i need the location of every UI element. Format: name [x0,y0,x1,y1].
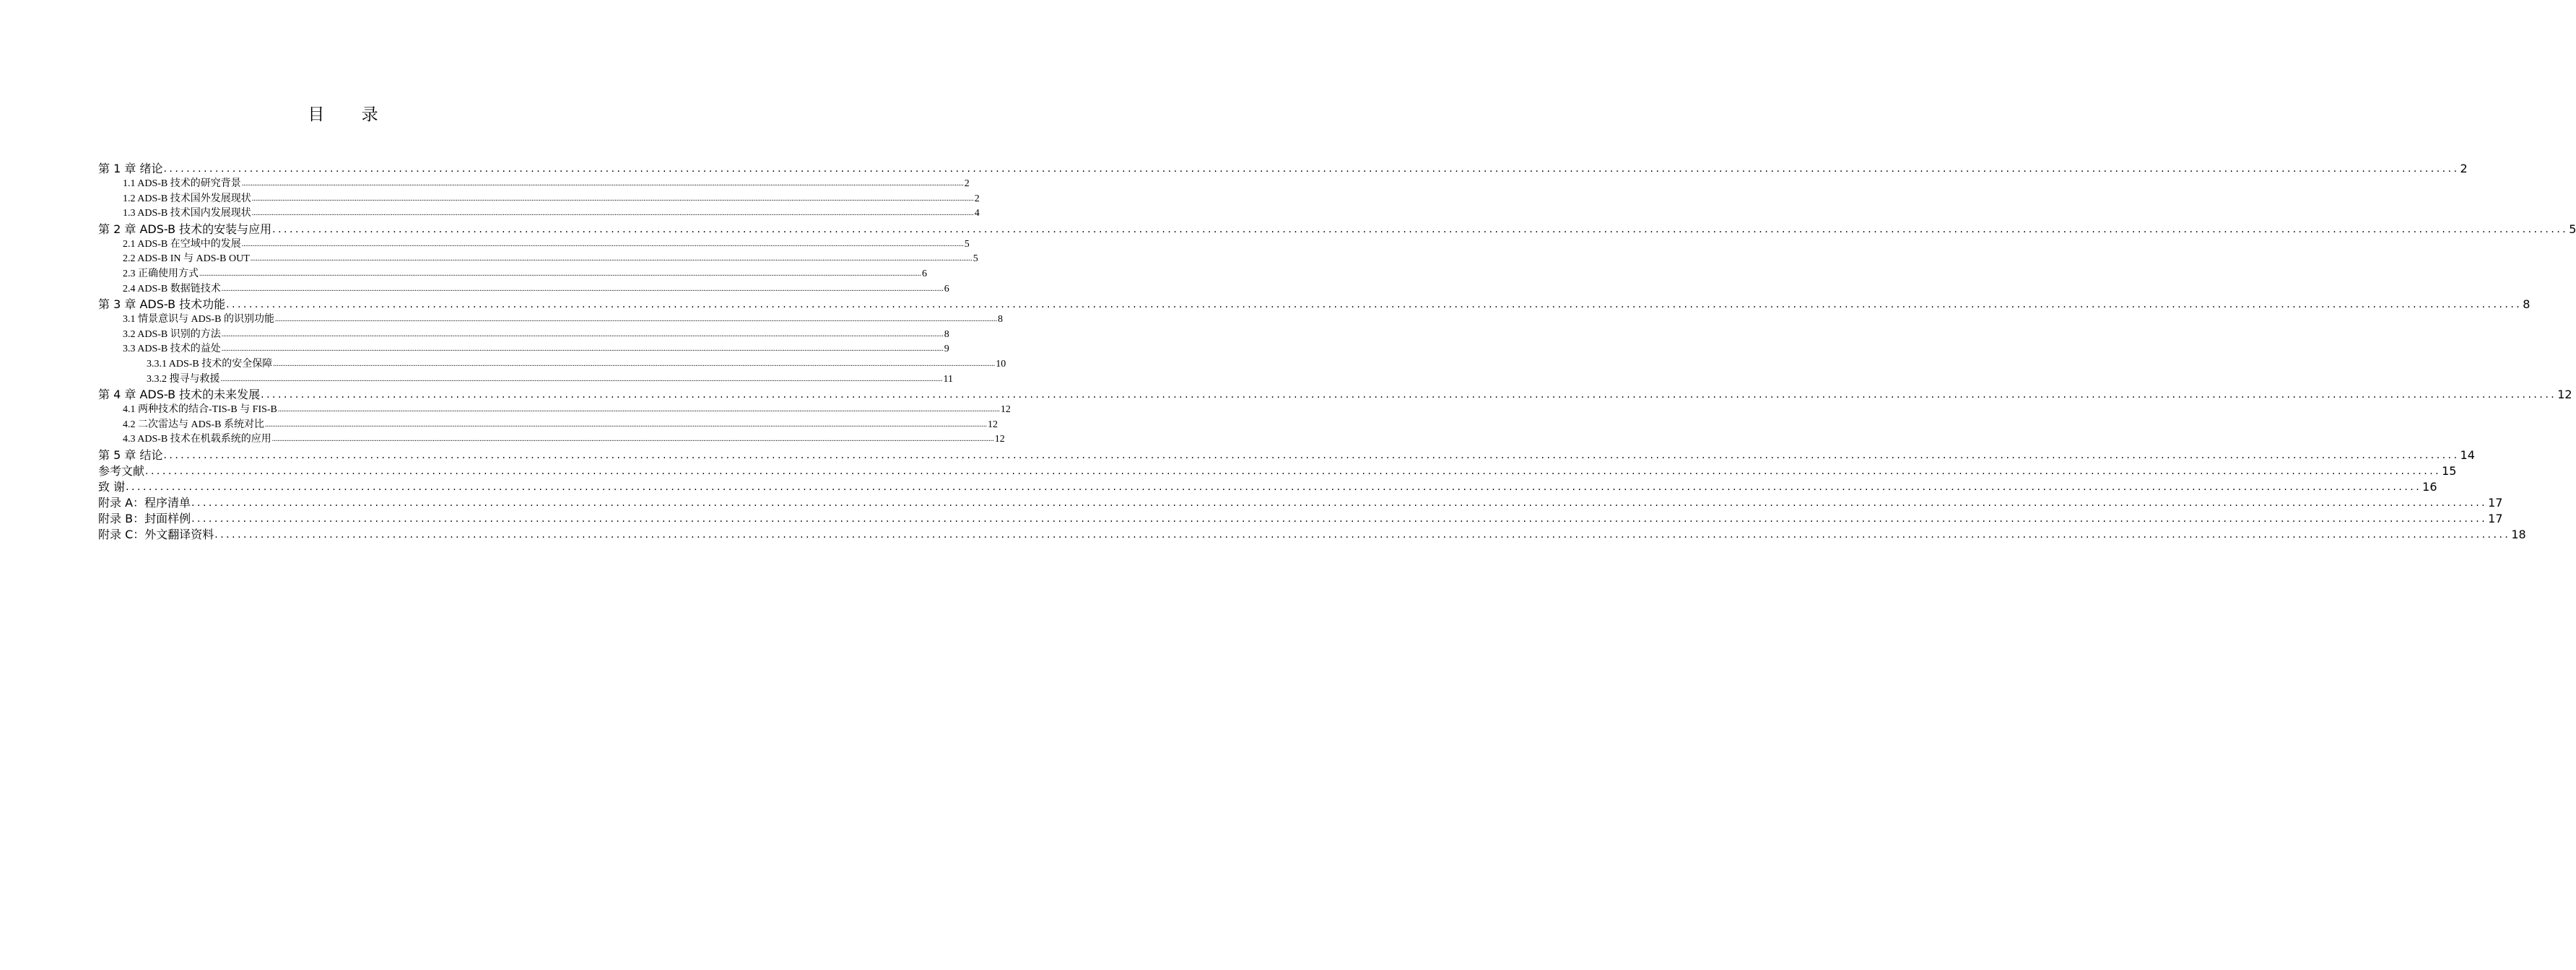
toc-section-entry[interactable] [98,177,970,192]
toc-dot-leader: ................................................................................................................................................................................................................................................................................................................................................................................................................ [226,299,2523,311]
toc-page-number: 12 [994,434,1005,445]
toc-dot-leader: ................................................................................................................................................................................................................................................................................................................................................................................................................ [220,375,943,383]
toc-page-number: 5 [2569,222,2576,236]
toc-page-number: 6 [944,283,949,294]
toc-page-number: 5 [964,238,970,250]
toc-dot-leader: ................................................................................................................................................................................................................................................................................................................................................................................................................ [261,389,2557,401]
toc-chapter-entry[interactable] [98,161,2468,177]
toc-entry-label: 2.4 ADS-B 数据链技术 [123,283,221,294]
toc-entry-label: 3.3.2 搜寻与救援 [147,373,220,385]
toc-dot-leader: ................................................................................................................................................................................................................................................................................................................................................................................................................ [272,223,2569,235]
toc-page-number: 14 [2460,447,2475,462]
toc-section-entry[interactable] [98,237,970,253]
toc-dot-leader: ................................................................................................................................................................................................................................................................................................................................................................................................................ [221,345,944,354]
toc-chapter-entry[interactable] [98,511,2503,527]
toc-dot-leader: ................................................................................................................................................................................................................................................................................................................................................................................................................ [191,497,2488,509]
toc-dot-leader: ................................................................................................................................................................................................................................................................................................................................................................................................................ [221,330,944,338]
toc-page-number: 5 [972,253,978,265]
toc-subsection-entry[interactable] [98,357,1006,372]
toc-chapter-entry[interactable] [98,527,2526,543]
toc-section-entry[interactable] [98,328,949,343]
toc-dot-leader: ................................................................................................................................................................................................................................................................................................................................................................................................................ [163,449,2460,461]
toc-page-number: 2 [2460,162,2468,175]
toc-dot-leader: ................................................................................................................................................................................................................................................................................................................................................................................................................ [251,209,974,218]
toc-section-entry[interactable] [98,313,1004,328]
toc-page-number: 4 [974,208,980,219]
toc-entry-label: 第 4 章 ADS-B 技术的未来发展 [98,388,261,402]
toc-dot-leader: ................................................................................................................................................................................................................................................................................................................................................................................................................ [273,359,996,368]
toc-chapter-entry[interactable] [98,495,2503,511]
toc-section-entry[interactable] [98,418,998,433]
toc-page-number: 11 [943,373,953,385]
toc-entry-label: 3.2 ADS-B 识别的方法 [123,328,221,340]
toc-entry-label: 第 5 章 结论 [98,447,163,462]
toc-entry-label: 1.3 ADS-B 技术国内发展现状 [123,208,251,219]
toc-dot-leader: ................................................................................................................................................................................................................................................................................................................................................................................................................ [265,420,988,429]
toc-entry-label: 2.2 ADS-B IN 与 ADS-B OUT [123,253,250,265]
toc-page-number: 9 [944,344,949,355]
toc-entry-label: 参考文献 [98,463,145,478]
toc-subsection-entry[interactable] [98,372,953,388]
toc-entry-label: 3.3 ADS-B 技术的益处 [123,344,221,355]
toc-chapter-entry[interactable] [98,297,2531,313]
toc-dot-leader: ................................................................................................................................................................................................................................................................................................................................................................................................................ [163,163,2460,175]
toc-page-number: 2 [964,178,970,189]
toc-page-number: 15 [2442,463,2457,478]
toc-dot-leader: ................................................................................................................................................................................................................................................................................................................................................................................................................ [251,194,974,203]
toc-entry-label: 1.1 ADS-B 技术的研究背景 [123,178,241,189]
toc-chapter-entry[interactable] [98,463,2457,479]
toc-page-number: 8 [944,328,949,340]
toc-entry-label: 1.2 ADS-B 技术国外发展现状 [123,193,251,204]
toc-page-number: 6 [922,268,927,279]
toc-page-number: 16 [2422,479,2437,494]
toc-dot-leader: ................................................................................................................................................................................................................................................................................................................................................................................................................ [126,481,2422,493]
toc-page-number: 17 [2488,495,2503,510]
toc-entry-label: 3.1 情景意识与 ADS-B 的识别功能 [123,314,275,325]
table-of-contents [98,161,2576,543]
toc-dot-leader: ................................................................................................................................................................................................................................................................................................................................................................................................................ [275,315,998,324]
toc-page-number: 17 [2488,511,2503,525]
toc-page-number: 12 [1000,404,1011,416]
toc-entry-label: 2.3 正确使用方式 [123,268,199,279]
toc-page-number: 2 [974,193,980,204]
toc-chapter-entry[interactable] [98,479,2437,495]
toc-page-number: 18 [2511,527,2526,541]
toc-entry-label: 4.1 两种技术的结合-TIS-B 与 FIS-B [123,404,277,416]
toc-dot-leader: ................................................................................................................................................................................................................................................................................................................................................................................................................ [277,406,1000,414]
toc-dot-leader: ................................................................................................................................................................................................................................................................................................................................................................................................................ [221,284,944,293]
toc-page-number: 8 [998,314,1004,325]
toc-chapter-entry[interactable] [98,222,2576,237]
toc-page-number: 12 [988,419,998,430]
toc-dot-leader: ................................................................................................................................................................................................................................................................................................................................................................................................................ [271,435,994,444]
toc-section-entry[interactable] [98,206,980,222]
toc-title: 目 录 [308,105,394,124]
toc-chapter-entry[interactable] [98,447,2475,463]
toc-section-entry[interactable] [98,267,927,282]
toc-entry-label: 第 3 章 ADS-B 技术功能 [98,297,226,312]
toc-dot-leader: ................................................................................................................................................................................................................................................................................................................................................................................................................ [191,512,2488,525]
toc-page-number: 10 [996,358,1006,370]
toc-page-number: 12 [2557,388,2572,402]
toc-dot-leader: ................................................................................................................................................................................................................................................................................................................................................................................................................ [214,528,2511,541]
toc-dot-leader: ................................................................................................................................................................................................................................................................................................................................................................................................................ [250,255,972,263]
toc-section-entry[interactable] [98,252,978,267]
toc-entry-label: 附录 C：外文翻译资料 [98,527,214,541]
toc-entry-label: 附录 A：程序清单 [98,495,191,510]
toc-section-entry[interactable] [98,432,1005,447]
toc-dot-leader: ................................................................................................................................................................................................................................................................................................................................................................................................................ [199,269,921,278]
toc-dot-leader: ................................................................................................................................................................................................................................................................................................................................................................................................................ [145,465,2442,477]
toc-entry-label: 第 2 章 ADS-B 技术的安装与应用 [98,222,272,236]
toc-entry-label: 4.3 ADS-B 技术在机载系统的应用 [123,434,271,445]
toc-section-entry[interactable] [98,342,949,357]
toc-section-entry[interactable] [98,282,949,297]
toc-entry-label: 致 谢 [98,479,126,494]
toc-entry-label: 3.3.1 ADS-B 技术的安全保障 [147,358,273,370]
toc-entry-label: 2.1 ADS-B 在空域中的发展 [123,238,241,250]
toc-entry-label: 第 1 章 绪论 [98,162,163,175]
toc-page-number: 8 [2523,297,2531,312]
toc-dot-leader: ................................................................................................................................................................................................................................................................................................................................................................................................................ [241,180,964,188]
toc-entry-label: 4.2 二次雷达与 ADS-B 系统对比 [123,419,265,430]
toc-section-entry[interactable] [98,403,1011,418]
toc-chapter-entry[interactable] [98,387,2572,403]
toc-dot-leader: ................................................................................................................................................................................................................................................................................................................................................................................................................ [241,240,964,248]
toc-entry-label: 附录 B：封面样例 [98,511,191,525]
toc-section-entry[interactable] [98,192,980,207]
